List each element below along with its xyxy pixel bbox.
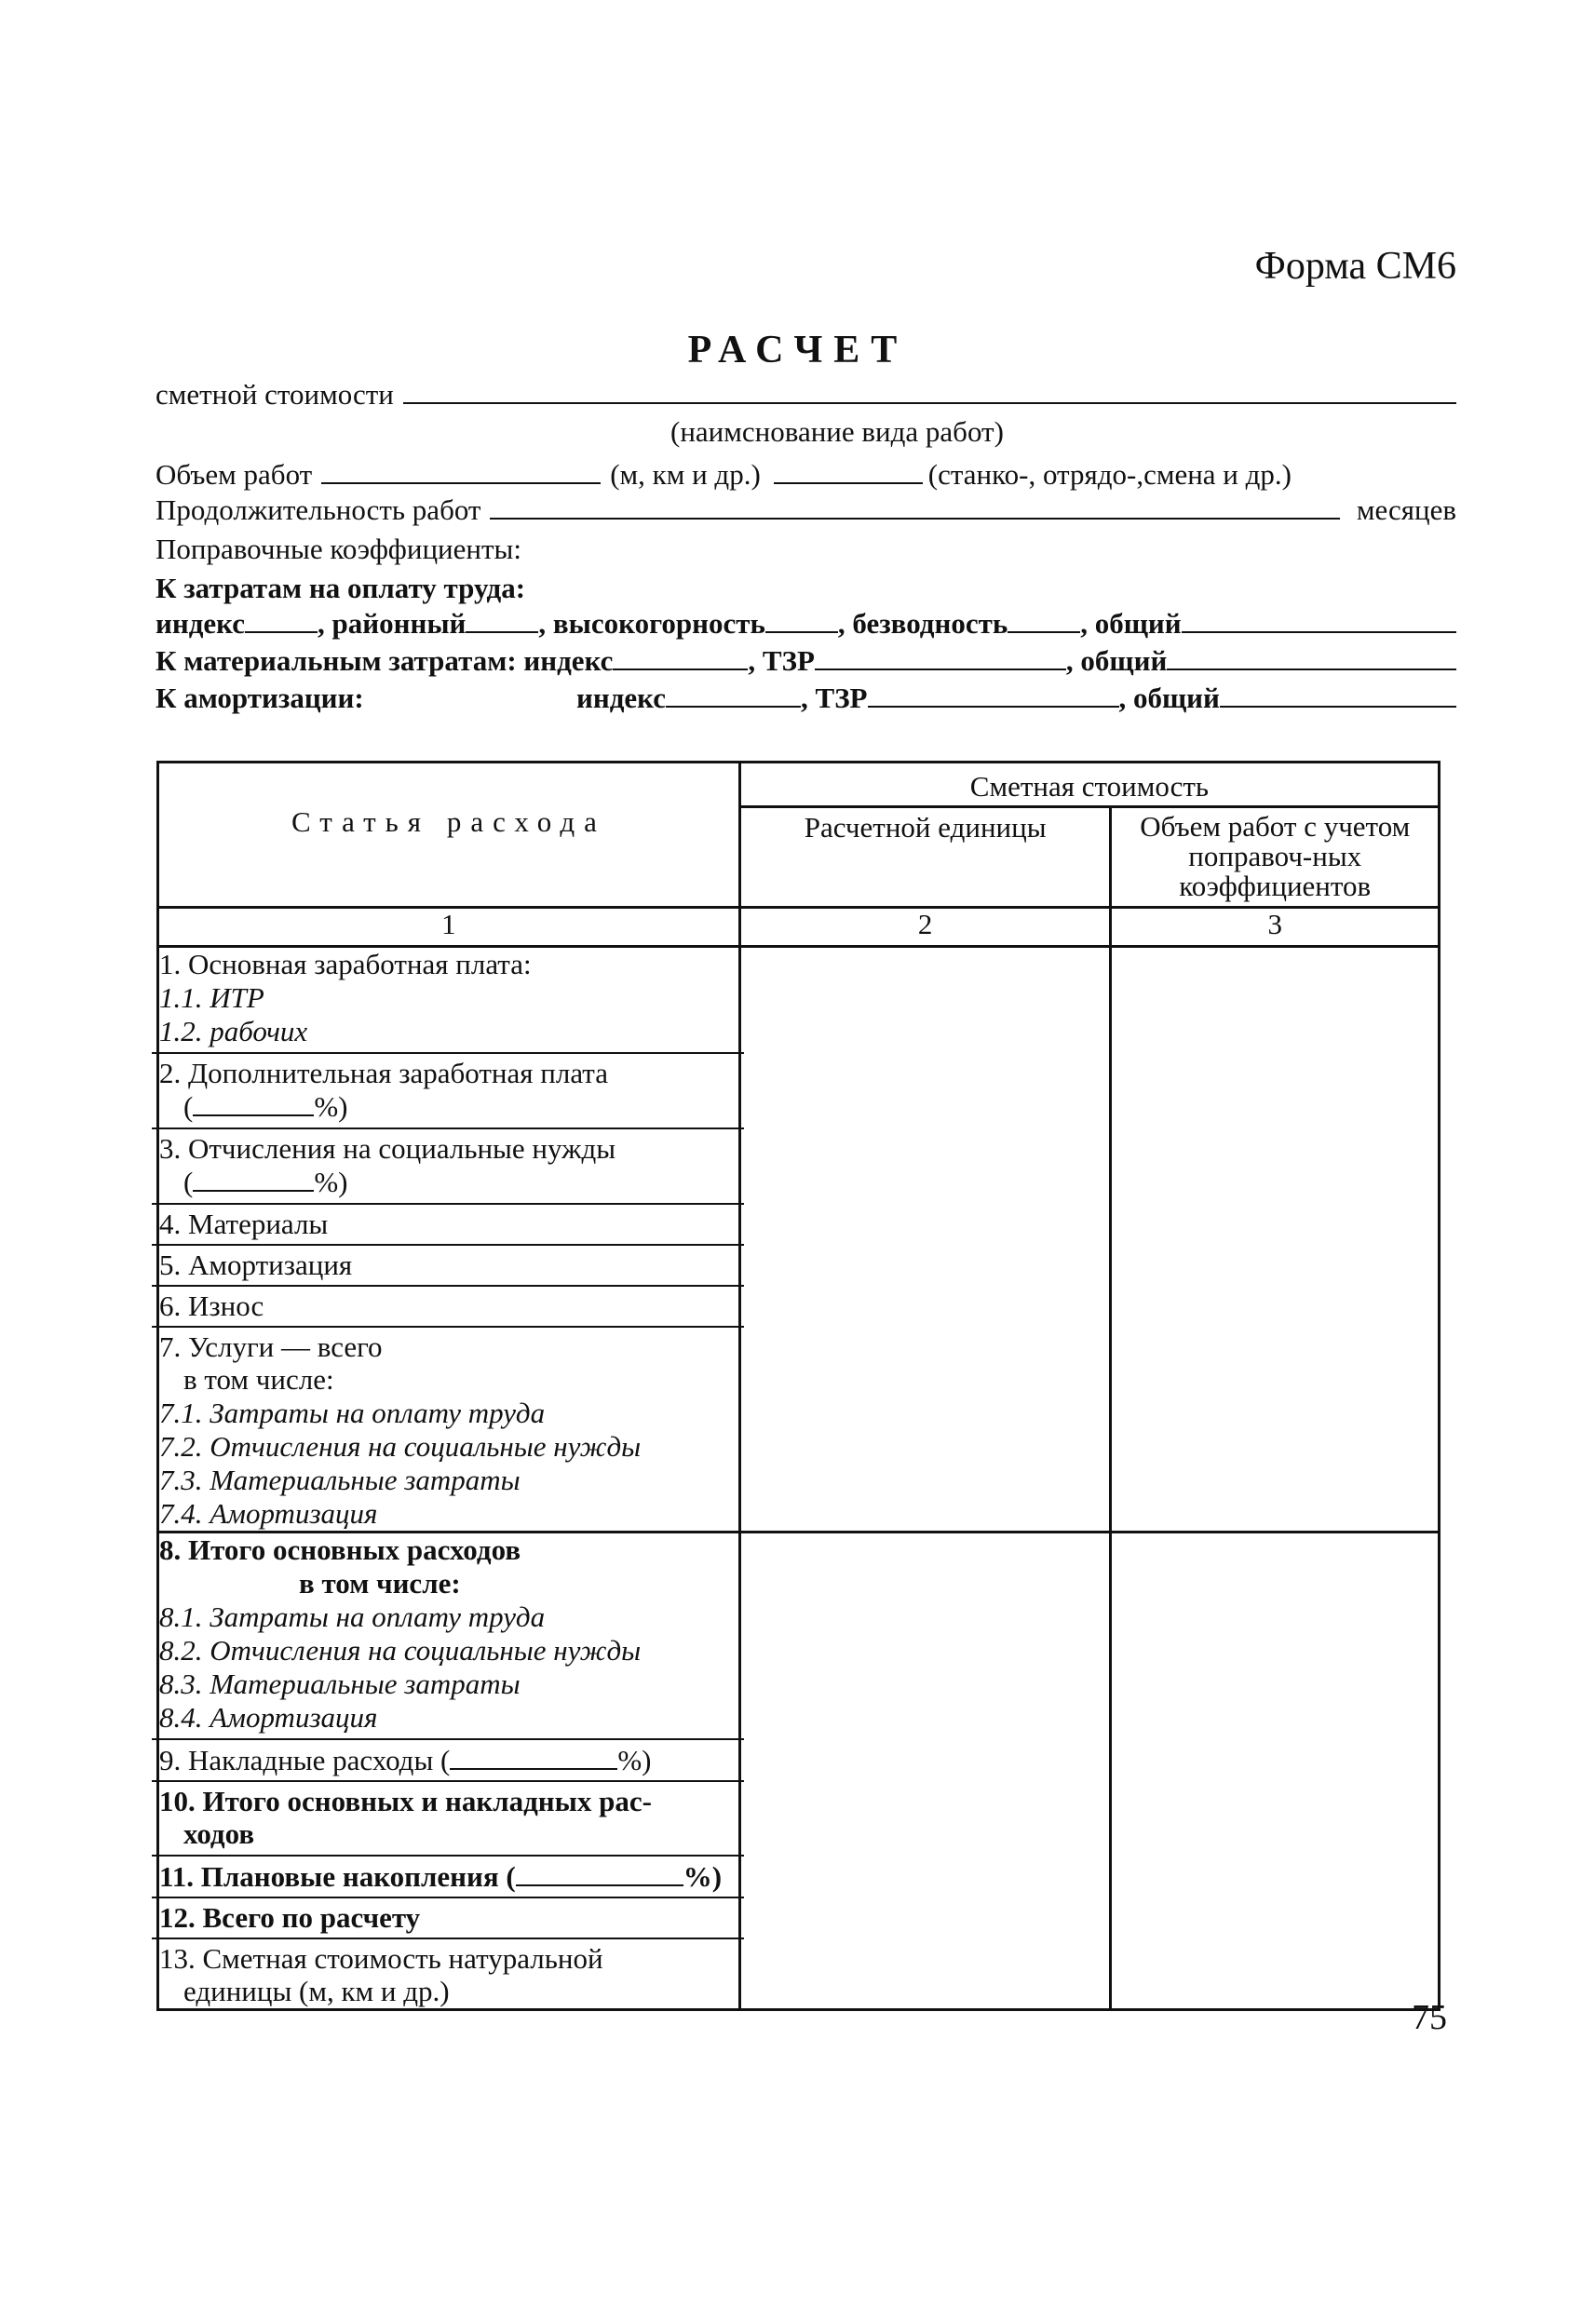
expense-item: 1. Основная заработная плата: (159, 948, 532, 980)
amortization-tzr-label: , ТЗР (801, 682, 868, 714)
cost-label: сметной стоимости (156, 378, 394, 411)
amortization-total-label: , общий (1118, 682, 1220, 714)
expense-item: 7.2. Отчисления на социальные нужды (159, 1430, 642, 1463)
expense-item: 10. Итого основных и накладных рас- (152, 1780, 744, 1817)
expense-item: 13. Сметная стоимость натуральной (152, 1938, 744, 1975)
expense-item: 7. Услуги — всего (152, 1326, 744, 1363)
material-total-label: , общий (1065, 644, 1168, 677)
expense-item: ходов (183, 1817, 255, 1850)
volume-line (156, 456, 1456, 493)
labor-district-label: , районный (318, 607, 467, 640)
cost-table (156, 761, 1440, 2011)
expense-item: 8.1. Затраты на оплату труда (159, 1600, 546, 1633)
volume-units: (м, км и др.) (610, 458, 761, 491)
material-line (156, 642, 1456, 680)
volume-label: Объем работ (156, 458, 313, 491)
percent-field[interactable] (516, 1860, 683, 1886)
material-tzr-field[interactable] (815, 642, 1066, 670)
expense-item: 12. Всего по расчету (152, 1897, 744, 1934)
col2-header: Расчетной единицы (739, 807, 1111, 908)
expense-item: 3. Отчисления на социальные нужды (152, 1127, 744, 1165)
expense-item: 1.1. ИТР (159, 981, 264, 1014)
labor-line (156, 605, 1456, 642)
labor-highland-label: , высокогорность (538, 607, 765, 640)
expense-item: 1.2. рабочих (159, 1015, 308, 1047)
expense-item: 8.2. Отчисления на социальные нужды (159, 1634, 642, 1667)
expense-item: в том числе: (183, 1363, 334, 1396)
cost-field[interactable] (403, 376, 1456, 404)
material-tzr-label: , ТЗР (748, 644, 815, 677)
col3-header: Объем работ с учетом поправоч-ных коэффициентов (1111, 807, 1440, 908)
duration-label: Продолжительность работ (156, 493, 481, 526)
item-text: 11. Плановые накопления ( (159, 1860, 516, 1893)
col1-header (158, 763, 740, 908)
expense-item: 5. Амортизация (152, 1244, 744, 1281)
document-title: РАСЧЕТ (687, 329, 909, 371)
expense-items-group-2 (158, 1533, 740, 2010)
unit-cost-cell-1[interactable] (739, 947, 1111, 1533)
percent-sign: %) (314, 1090, 348, 1123)
material-total-field[interactable] (1167, 642, 1456, 670)
expense-item: 4. Материалы (152, 1203, 744, 1240)
percent-sign: %) (314, 1166, 348, 1198)
percent-field[interactable] (193, 1166, 314, 1192)
coefficients-label: Поправочные коэффициенты: (156, 533, 521, 565)
volume-field[interactable] (321, 456, 601, 484)
expense-item: 7.3. Материальные затраты (159, 1464, 521, 1496)
duration-line (156, 492, 1456, 529)
amortization-line (156, 680, 1456, 717)
labor-index-field[interactable] (245, 605, 318, 633)
percent-sign: %) (617, 1744, 652, 1776)
expense-item: единицы (м, км и др.) (183, 1975, 450, 2007)
percent-sign: %) (683, 1860, 723, 1893)
labor-total-label: , общий (1080, 607, 1182, 640)
volume-units-2: (станко-, отрядо-,смена и др.) (927, 458, 1292, 491)
expense-item: 8.3. Материальные затраты (159, 1668, 521, 1700)
col1-header-text: Статья расхода (291, 804, 606, 838)
group-header: Сметная стоимость (739, 763, 1439, 807)
form-label: Форма СМ6 (1254, 245, 1456, 288)
amortization-index-label: индекс (576, 682, 667, 714)
labor-waterless-label: , безводность (837, 607, 1008, 640)
cost-caption: (наимснование вида работ) (670, 415, 1004, 448)
expense-item: 6. Износ (152, 1285, 744, 1322)
cost-line (156, 376, 1456, 413)
amortization-tzr-field[interactable] (868, 680, 1119, 708)
expense-item (159, 1165, 738, 1199)
item-text: ( (183, 1090, 194, 1123)
expense-items-group-1 (158, 947, 740, 1533)
amortization-label: К амортизации: (156, 682, 364, 714)
expense-item: 2. Дополнительная заработная плата (152, 1052, 744, 1089)
labor-waterless-field[interactable] (1008, 605, 1080, 633)
col-number-1: 1 (158, 908, 740, 947)
expense-item: 7.4. Амортизация (159, 1497, 378, 1530)
expense-item (152, 1738, 744, 1776)
percent-field[interactable] (450, 1744, 617, 1770)
col-number-2: 2 (739, 908, 1111, 947)
percent-field[interactable] (193, 1090, 314, 1116)
expense-item: 7.1. Затраты на оплату труда (159, 1397, 546, 1429)
volume-cost-cell-2[interactable] (1111, 1533, 1440, 2010)
unit-cost-cell-2[interactable] (739, 1533, 1111, 2010)
duration-unit: месяцев (1356, 493, 1456, 526)
page-number: 75 (1412, 1998, 1447, 2037)
expense-item: 8. Итого основных расходов (159, 1533, 521, 1566)
labor-index-label: индекс (156, 607, 246, 640)
material-label: К материальным затратам: индекс (156, 644, 614, 677)
volume-field-2[interactable] (774, 456, 923, 484)
item-text: 9. Накладные расходы ( (159, 1744, 451, 1776)
labor-total-field[interactable] (1182, 605, 1456, 633)
volume-cost-cell-1[interactable] (1111, 947, 1440, 1533)
col-number-3: 3 (1111, 908, 1440, 947)
labor-highland-field[interactable] (765, 605, 838, 633)
duration-field[interactable] (490, 492, 1339, 520)
amortization-index-field[interactable] (666, 680, 801, 708)
material-index-field[interactable] (613, 642, 748, 670)
expense-item: в том числе: (299, 1567, 461, 1600)
expense-item (152, 1855, 744, 1893)
amortization-total-field[interactable] (1220, 680, 1456, 708)
expense-item: 8.4. Амортизация (159, 1701, 378, 1734)
expense-item (159, 1089, 738, 1124)
labor-label: К затратам на оплату труда: (156, 572, 526, 604)
labor-district-field[interactable] (466, 605, 538, 633)
item-text: ( (183, 1166, 194, 1198)
